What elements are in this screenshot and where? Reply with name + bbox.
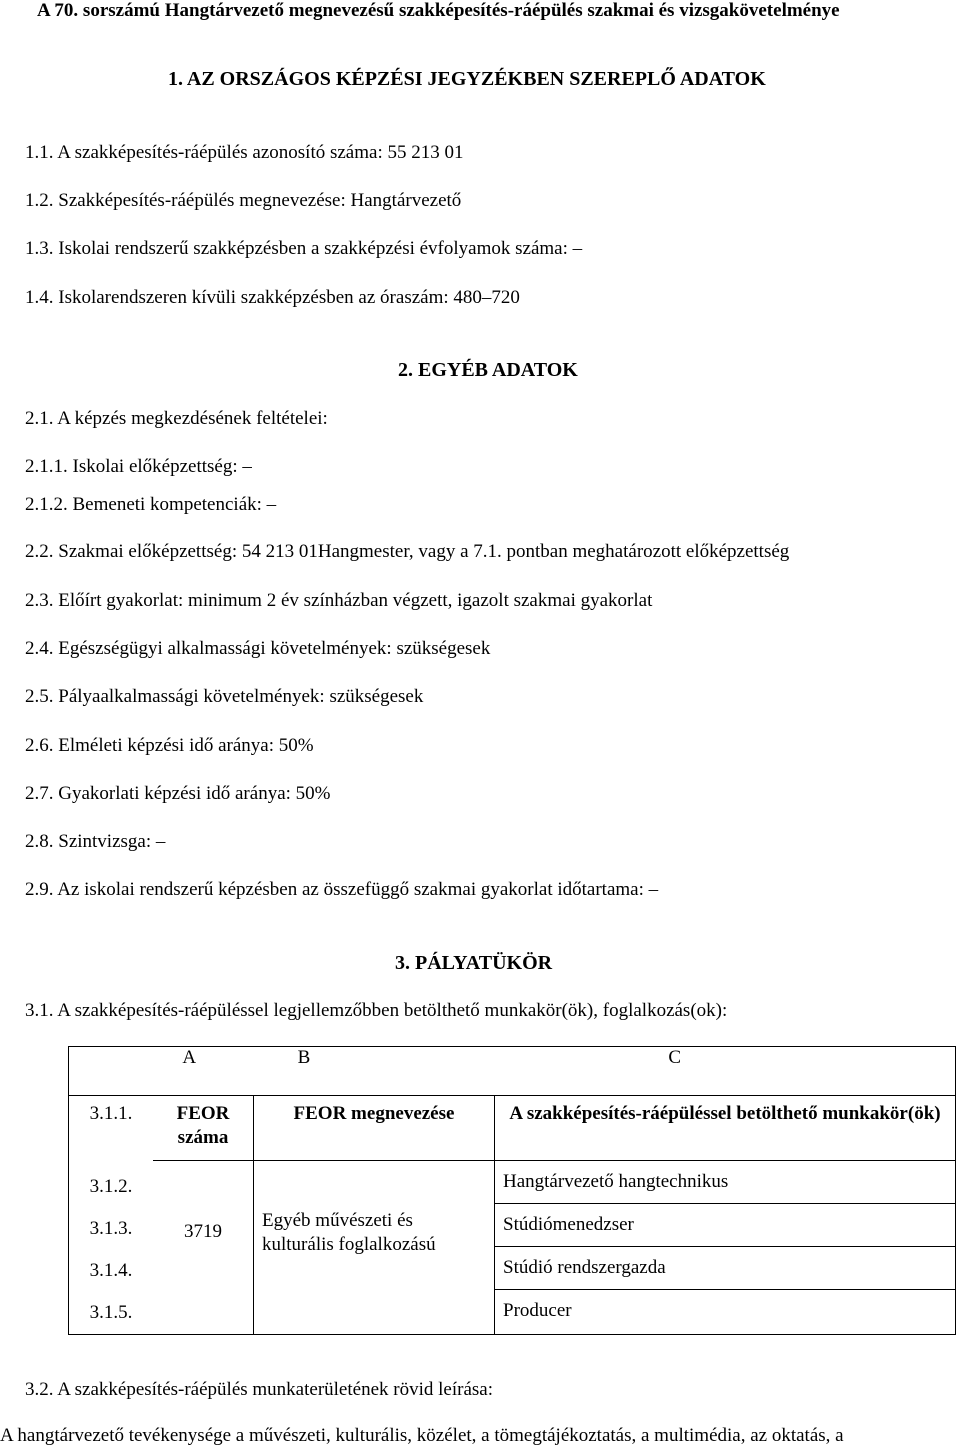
job-item: Stúdió rendszergazda <box>495 1246 955 1289</box>
item-2-1: 2.1. A képzés megkezdésének feltételei: <box>25 408 328 429</box>
item-3-2: 3.2. A szakképesítés-ráépülés munkaterületének rövid leírása: <box>25 1379 493 1400</box>
document-title: A 70. sorszámú Hangtárvezető megnevezésű szakképesítés-ráépülés szakmai és vizsgakövetelménye <box>37 0 840 21</box>
description-text: A hangtárvezető tevékenysége a művészeti, kulturális, közélet, a tömegtájékoztatás, a multimédia, az oktatás, a <box>0 1425 844 1446</box>
table-bottom-border <box>68 1334 956 1335</box>
job-item: Hangtárvezető hangtechnikus <box>495 1160 955 1203</box>
section-1-heading: 1. AZ ORSZÁGOS KÉPZÉSI JEGYZÉKBEN SZEREPLŐ ADATOK <box>168 68 766 90</box>
section-2-heading: 2. EGYÉB ADATOK <box>398 359 578 381</box>
row-number-3-1-5: 3.1.5. <box>89 1302 133 1323</box>
item-2-7: 2.7. Gyakorlati képzési idő aránya: 50% <box>25 783 331 804</box>
table-letter-row <box>69 1047 956 1096</box>
row-number-3-1-2: 3.1.2. <box>89 1176 133 1197</box>
column-a-letter: A <box>153 1047 254 1096</box>
item-2-9: 2.9. Az iskolai rendszerű képzésben az összefüggő szakmai gyakorlat időtartama: – <box>25 879 659 900</box>
feor-name-column <box>254 1096 495 1335</box>
job-item: Producer <box>495 1289 955 1332</box>
feor-code-value: 3719 <box>184 1221 222 1242</box>
item-2-6: 2.6. Elméleti képzési idő aránya: 50% <box>25 735 314 756</box>
item-1-3: 1.3. Iskolai rendszerű szakképzésben a szakképzési évfolyamok száma: – <box>25 238 583 259</box>
item-2-2: 2.2. Szakmai előképzettség: 54 213 01Hangmester, vagy a 7.1. pontban meghatározott előképzettség <box>25 541 790 562</box>
feor-name-header: FEOR megnevezése <box>293 1103 455 1124</box>
row-number-3-1-3: 3.1.3. <box>89 1218 133 1239</box>
item-1-2: 1.2. Szakképesítés-ráépülés megnevezése: Hangtárvezető <box>25 190 462 211</box>
column-c-letter: C <box>495 1047 956 1096</box>
feor-name-cell <box>254 1160 494 1329</box>
column-b-letter: B <box>254 1047 495 1096</box>
item-2-1-2: 2.1.2. Bemeneti kompetenciák: – <box>25 494 277 515</box>
item-1-4: 1.4. Iskolarendszeren kívüli szakképzésben az óraszám: 480–720 <box>25 287 520 308</box>
row-number-column <box>69 1096 154 1335</box>
feor-table <box>68 1046 956 1334</box>
item-1-1: 1.1. A szakképesítés-ráépülés azonosító száma: 55 213 01 <box>25 142 464 163</box>
feor-code-column <box>153 1096 254 1335</box>
item-2-5: 2.5. Pályaalkalmassági követelmények: szükségesek <box>25 686 424 707</box>
jobs-header: A szakképesítés-ráépüléssel betölthető munkakör(ök) <box>509 1103 941 1124</box>
item-2-1-1: 2.1.1. Iskolai előképzettség: – <box>25 456 252 477</box>
item-2-8: 2.8. Szintvizsga: – <box>25 831 166 852</box>
section-3-heading: 3. PÁLYATÜKÖR <box>395 952 553 974</box>
job-item: Stúdiómenedzser <box>495 1203 955 1246</box>
feor-name-value: Egyéb művészeti és kulturális foglalkozású <box>262 1210 436 1255</box>
feor-code-header: FEOR száma <box>176 1103 230 1148</box>
table-corner-cell <box>69 1047 154 1096</box>
jobs-column <box>495 1096 956 1335</box>
feor-code-cell <box>153 1160 253 1329</box>
item-2-4: 2.4. Egészségügyi alkalmassági követelmények: szükségesek <box>25 638 491 659</box>
item-3-1: 3.1. A szakképesítés-ráépüléssel legjellemzőbben betölthető munkakör(ök), foglalkozás(ok): <box>25 1000 728 1021</box>
row-number-3-1-4: 3.1.4. <box>89 1260 133 1281</box>
row-number-3-1-1: 3.1.1. <box>89 1103 133 1124</box>
item-2-3: 2.3. Előírt gyakorlat: minimum 2 év színházban végzett, igazolt szakmai gyakorlat <box>25 590 653 611</box>
table-row <box>69 1096 956 1335</box>
